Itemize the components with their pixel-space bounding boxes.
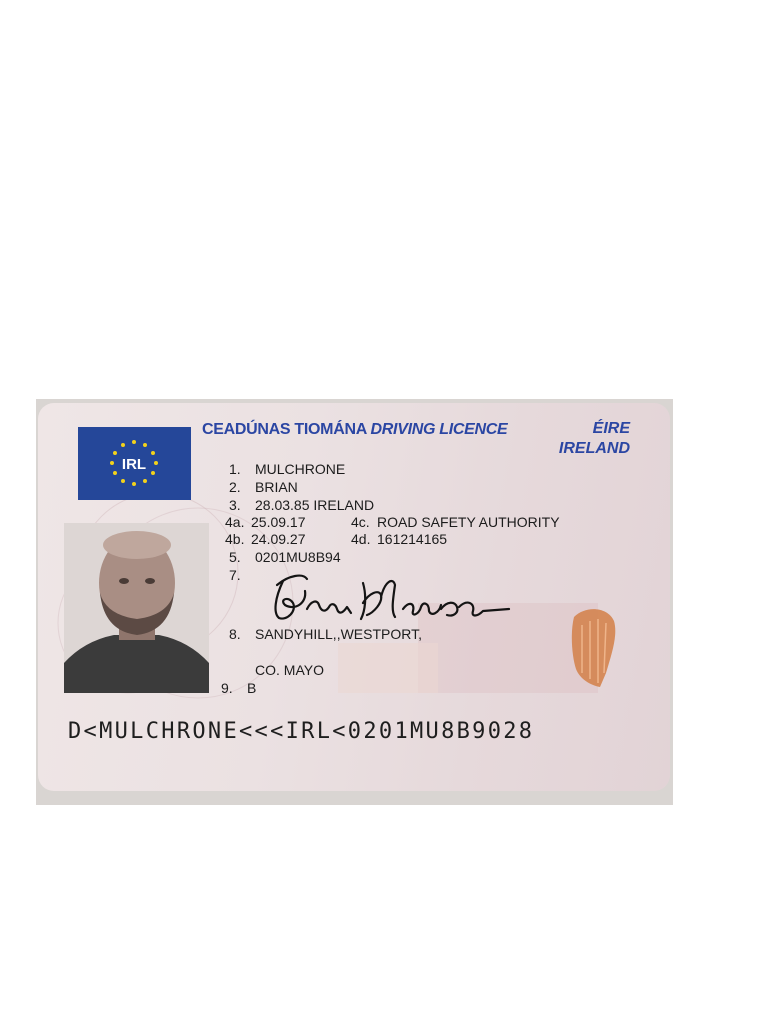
- field-address: [229, 626, 422, 642]
- field-given-name: [229, 479, 298, 495]
- field-number: 8.: [229, 626, 241, 642]
- address-line1-value: SANDYHILL,,WESTPORT,: [255, 626, 423, 642]
- field-number: 4c.: [351, 514, 370, 530]
- authority-value: ROAD SAFETY AUTHORITY: [377, 514, 560, 530]
- country-irish: ÉIRE: [592, 420, 630, 437]
- driving-licence-card: [38, 403, 670, 791]
- admin-number-value: 161214165: [377, 531, 448, 547]
- field-number: 9.: [221, 680, 233, 696]
- field-number: 7.: [229, 567, 241, 583]
- field-categories: [221, 680, 256, 696]
- field-number: 3.: [229, 497, 241, 513]
- licence-title: [202, 421, 507, 439]
- country-name: [559, 419, 630, 459]
- field-address-line2: [255, 662, 324, 678]
- given-name-value: BRIAN: [255, 479, 298, 495]
- field-number: 5.: [229, 549, 241, 565]
- address-line2-value: CO. MAYO: [255, 662, 324, 678]
- holder-portrait: [64, 523, 209, 693]
- field-birth: [229, 497, 374, 513]
- field-admin-number: [351, 531, 447, 547]
- birth-value: 28.03.85 IRELAND: [255, 497, 375, 513]
- eu-flag: [78, 427, 191, 500]
- field-surname: [229, 461, 345, 477]
- field-authority: [351, 514, 560, 530]
- eu-stars-icon: [78, 427, 191, 500]
- harp-emblem: [562, 603, 622, 693]
- machine-readable-zone: D<MULCHRONE<<<IRL<0201MU8B9028: [68, 719, 535, 744]
- country-english: IRELAND: [558, 440, 630, 457]
- field-number: 1.: [229, 461, 241, 477]
- field-issue-date: [225, 514, 306, 530]
- field-signature-label: [229, 567, 255, 583]
- title-english: DRIVING LICENCE: [370, 421, 508, 438]
- issue-date-value: 25.09.17: [251, 514, 306, 530]
- portrait-photo: [64, 523, 209, 693]
- field-number: 4b.: [225, 531, 245, 547]
- surname-value: MULCHRONE: [255, 461, 346, 477]
- country-code-text: IRL: [121, 456, 147, 473]
- field-number: 2.: [229, 479, 241, 495]
- categories-value: B: [247, 680, 257, 696]
- expiry-date-value: 24.09.27: [251, 531, 306, 547]
- field-expiry-date: [225, 531, 306, 547]
- title-irish: CEADÚNAS TIOMÁNA: [202, 421, 367, 438]
- field-number: 4a.: [225, 514, 245, 530]
- holder-signature: [263, 563, 523, 633]
- field-number: 4d.: [351, 531, 371, 547]
- licence-number-value: 0201MU8B94: [255, 549, 341, 565]
